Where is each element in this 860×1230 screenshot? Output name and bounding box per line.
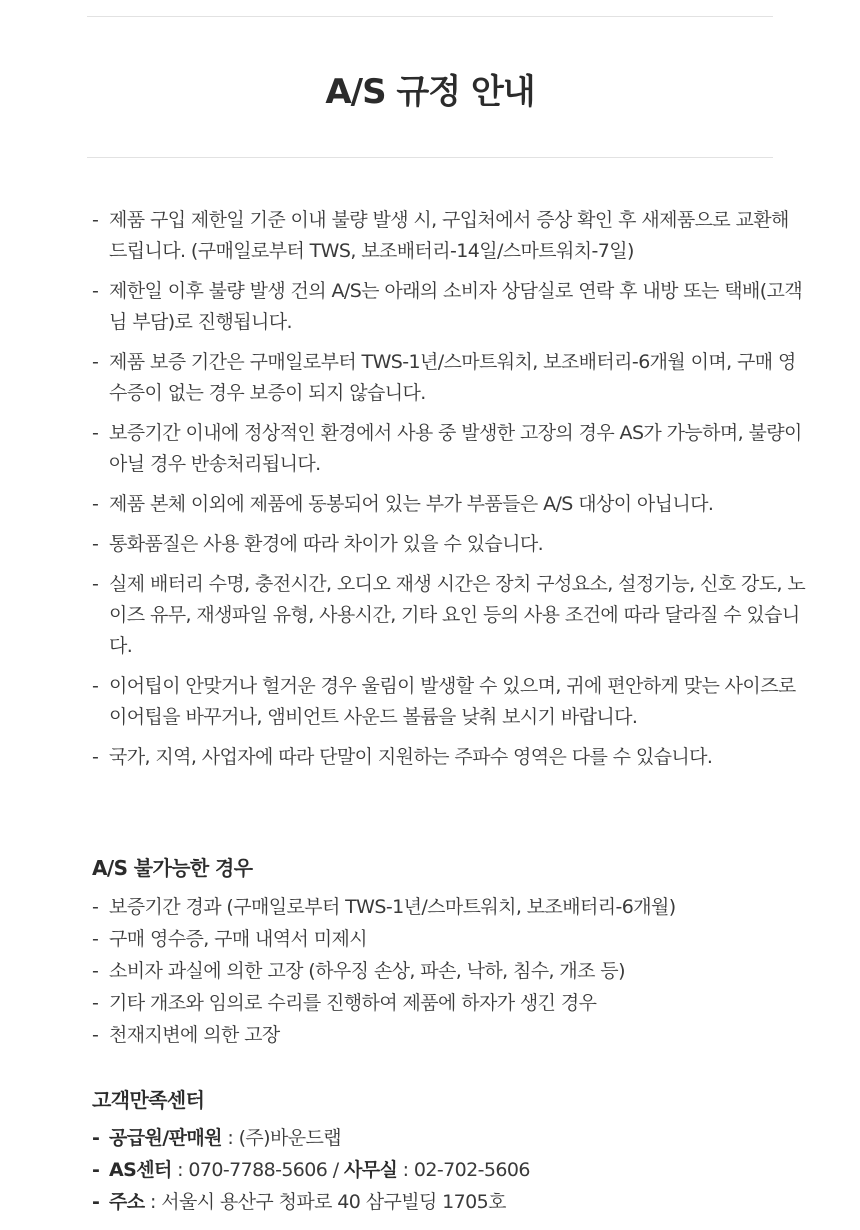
- rule-item: - 제품 보증 기간은 구매일로부터 TWS-1년/스마트워치, 보조배터리-6개월 이며, 구매 영수증이 없는 경우 보증이 되지 않습니다.: [90, 347, 810, 409]
- title-divider: [87, 157, 773, 158]
- rule-item: - 제한일 이후 불량 발생 건의 A/S는 아래의 소비자 상담실로 연락 후 내방 또는 택배(고객님 부담)로 진행됩니다.: [90, 276, 810, 338]
- supplier-label: 공급원/판매원: [109, 1127, 222, 1149]
- top-divider: [87, 16, 773, 17]
- as-rules-list: [90, 205, 810, 782]
- separator-colon: :: [221, 1127, 239, 1149]
- rule-item: - 실제 배터리 수명, 충전시간, 오디오 재생 시간은 장치 구성요소, 설정기능, 신호 강도, 노이즈 유무, 재생파일 유형, 사용시간, 기타 요인 등의 사용 조건에 따라 달라질 수 있습니다.: [90, 569, 810, 662]
- as-center-row: [90, 1154, 810, 1186]
- as-unavailable-item: - 소비자 과실에 의한 고장 (하우징 손상, 파손, 낙하, 침수, 개조 등): [90, 955, 810, 987]
- as-center-label: AS센터: [109, 1159, 172, 1181]
- separator-colon: :: [171, 1159, 189, 1181]
- as-center-phone: 070-7788-5606: [188, 1159, 328, 1181]
- office-label: 사무실: [343, 1159, 398, 1181]
- supplier-row: [90, 1122, 810, 1154]
- office-phone: 02-702-5606: [413, 1159, 530, 1181]
- address-row: [90, 1186, 810, 1218]
- rule-item: - 제품 본체 이외에 제품에 동봉되어 있는 부가 부품들은 A/S 대상이 아닙니다.: [90, 489, 810, 520]
- customer-center-title: 고객만족센터: [92, 1088, 205, 1112]
- address-value: 서울시 용산구 청파로 40 삼구빌딩 1705호: [161, 1191, 506, 1213]
- rule-item: - 보증기간 이내에 정상적인 환경에서 사용 중 발생한 고장의 경우 AS가 가능하며, 불량이 아닐 경우 반송처리됩니다.: [90, 418, 810, 480]
- supplier-value: (주)바운드랩: [238, 1127, 341, 1149]
- separator-slash: /: [327, 1159, 344, 1181]
- rule-item: - 국가, 지역, 사업자에 따라 단말이 지원하는 주파수 영역은 다를 수 있습니다.: [90, 742, 810, 773]
- as-unavailable-item: - 천재지변에 의한 고장: [90, 1019, 810, 1051]
- rule-item: - 통화품질은 사용 환경에 따라 차이가 있을 수 있습니다.: [90, 529, 810, 560]
- separator-colon: :: [397, 1159, 414, 1181]
- customer-center-list: [90, 1122, 810, 1218]
- as-unavailable-item: - 보증기간 경과 (구매일로부터 TWS-1년/스마트워치, 보조배터리-6개월): [90, 891, 810, 923]
- as-unavailable-item: - 기타 개조와 임의로 수리를 진행하여 제품에 하자가 생긴 경우: [90, 987, 810, 1019]
- address-label: 주소: [109, 1191, 145, 1213]
- as-unavailable-list: [90, 891, 810, 1051]
- rule-item: - 제품 구입 제한일 기준 이내 불량 발생 시, 구입처에서 증상 확인 후 새제품으로 교환해 드립니다. (구매일로부터 TWS, 보조배터리-14일/스마트워치-7일): [90, 205, 810, 267]
- as-unavailable-item: - 구매 영수증, 구매 내역서 미제시: [90, 923, 810, 955]
- page-title: A/S 규정 안내: [325, 72, 535, 112]
- separator-colon: :: [144, 1191, 162, 1213]
- as-unavailable-title: A/S 불가능한 경우: [92, 856, 253, 880]
- rule-item: - 이어팁이 안맞거나 헐거운 경우 울림이 발생할 수 있으며, 귀에 편안하게 맞는 사이즈로 이어팁을 바꾸거나, 앰비언트 사운드 볼륨을 낮춰 보시기 바랍니다.: [90, 671, 810, 733]
